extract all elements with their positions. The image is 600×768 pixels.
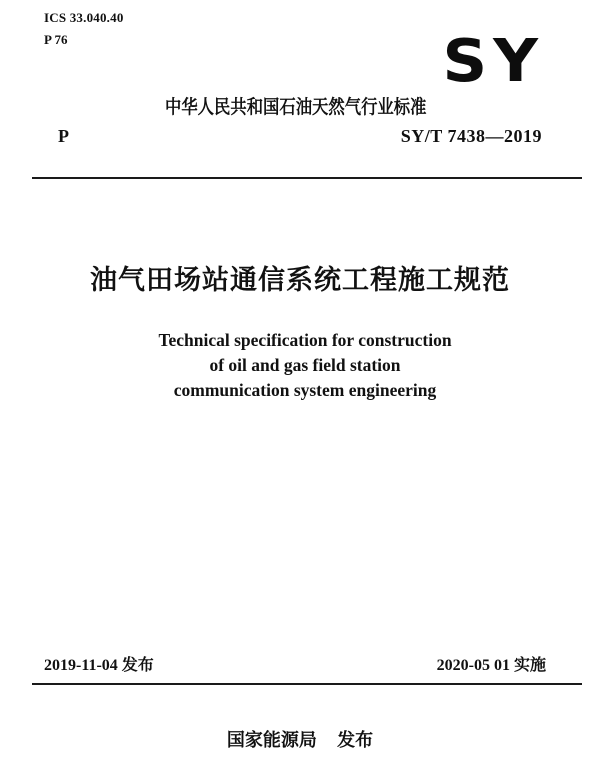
issuing-authority: 国家能源局 发布 xyxy=(226,730,374,751)
title-english xyxy=(0,328,600,403)
issue-date: 2019-11-04 发布 xyxy=(44,657,154,674)
title-chinese: 油气田场站通信系统工程施工规范 xyxy=(90,265,510,296)
classification-code: P 76 xyxy=(44,32,68,47)
title-english-line-3: communication system engineering xyxy=(173,380,437,400)
ics-code: ICS 33.040.40 xyxy=(44,10,124,25)
top-divider xyxy=(32,177,582,179)
title-english-line-2: of oil and gas field station xyxy=(209,355,401,375)
standard-number: SY/T 7438—2019 xyxy=(400,126,542,146)
industry-standard-heading: 中华人民共和国石油天然气行业标准 xyxy=(165,96,427,118)
bottom-divider xyxy=(32,683,582,685)
category-mark: P xyxy=(58,126,69,146)
implementation-date: 2020-05 01 实施 xyxy=(436,657,546,674)
title-english-line-1: Technical specification for construction xyxy=(158,330,452,350)
sy-logo: SY xyxy=(442,25,544,96)
